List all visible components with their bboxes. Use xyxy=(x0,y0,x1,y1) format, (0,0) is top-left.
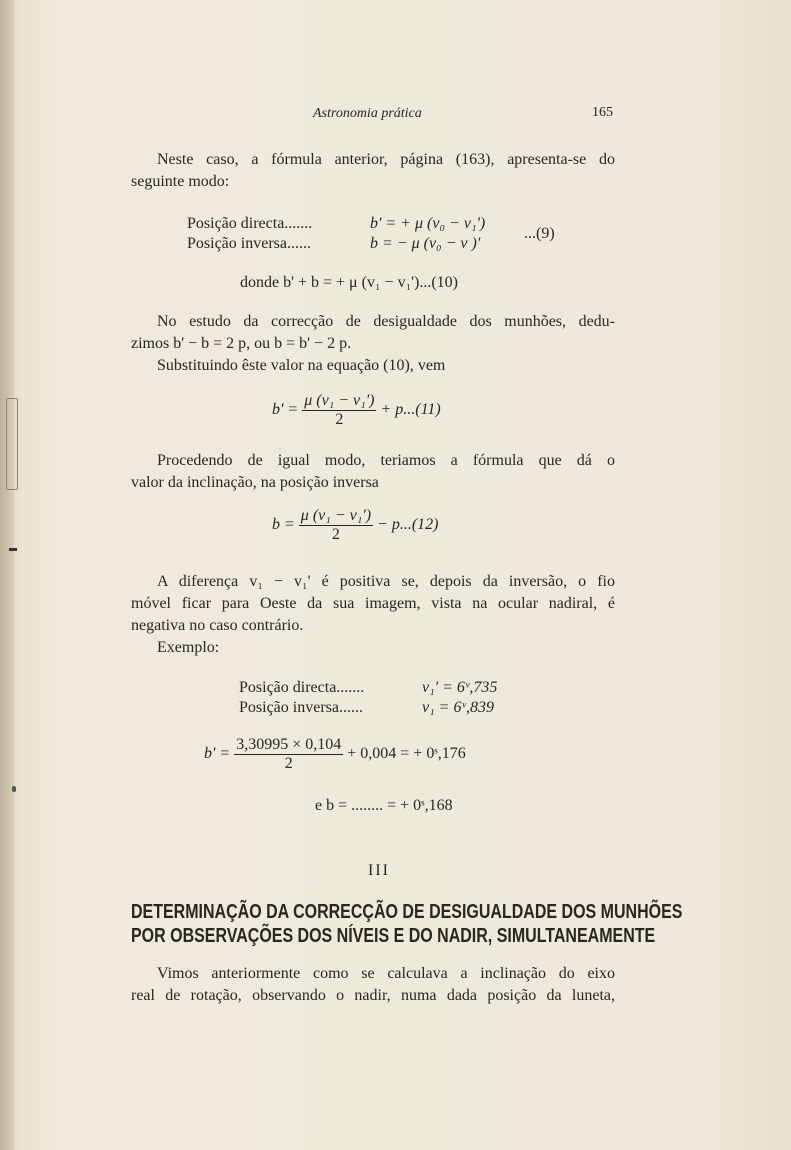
margin-dash xyxy=(9,548,17,551)
paragraph-line: real de rotação, observando o nadir, numa dada posição da luneta, xyxy=(131,987,615,1004)
example-result: e b = ........ = + 0ˢ,168 xyxy=(315,797,453,814)
paragraph-line: Exemplo: xyxy=(157,639,220,656)
paragraph-line: Substituindo êste valor na equação (10), vem xyxy=(157,357,446,374)
paragraph-line: No estudo da correcção de desigualdade dos munhões, dedu- xyxy=(157,313,615,330)
page-binding xyxy=(0,0,14,1150)
eq9-tag: ...(9) xyxy=(524,225,555,242)
eq12 xyxy=(272,507,438,544)
eq11-fraction xyxy=(302,392,376,429)
paragraph-line: valor da inclinação, na posição inversa xyxy=(131,474,379,491)
eq12-fraction xyxy=(299,507,373,544)
eq11-numerator: μ (v₁ − v₁') xyxy=(304,392,375,409)
eq9-formula-direct: b' = + μ (v₀ − v₁') xyxy=(370,215,486,232)
eq12-denominator: 2 xyxy=(331,526,340,543)
eq12-lhs: b = xyxy=(272,516,295,534)
calc-numerator: 3,30995 × 0,104 xyxy=(236,736,342,753)
example-value-inverse: v₁ = 6ᵛ,839 xyxy=(422,699,494,716)
eq9-label-direct: Posição directa....... xyxy=(187,215,313,232)
paragraph-line: Neste caso, a fórmula anterior, página (163), apresenta-se do xyxy=(157,151,615,168)
section-number: III xyxy=(368,862,390,879)
running-header-title: Astronomia prática xyxy=(313,106,422,121)
calc-lhs: b' = xyxy=(204,745,231,763)
eq9-formula-inverse: b = − μ (v₀ − v )' xyxy=(370,235,481,252)
paragraph-line: Vimos anteriormente como se calculava a inclinação do eixo xyxy=(157,965,615,982)
section-heading-line1: DETERMINAÇÃO DA CORRECÇÃO DE DESIGUALDADE DOS MUNHÕES xyxy=(131,901,683,923)
eq11-rhs: + p...(11) xyxy=(380,401,441,419)
example-calculation xyxy=(204,736,466,773)
section-heading-line2: POR OBSERVAÇÕES DOS NÍVEIS E DO NADIR, SIMULTANEAMENTE xyxy=(131,925,656,947)
paragraph-line: A diferença v₁ − v₁' é positiva se, depois da inversão, o fio xyxy=(157,573,615,590)
eq10: donde b' + b = + μ (v₁ − v₁')...(10) xyxy=(240,274,459,291)
paragraph-line: móvel ficar para Oeste da sua imagem, vista na ocular nadiral, é xyxy=(131,595,615,612)
eq12-numerator: μ (v₁ − v₁') xyxy=(300,507,372,524)
calc-rhs: + 0,004 = + 0ˢ,176 xyxy=(347,745,466,763)
page-tab-marker xyxy=(6,398,18,490)
paragraph-line: Procedendo de igual modo, teriamos a fórmula que dá o xyxy=(157,452,615,469)
eq11-lhs: b' = xyxy=(272,401,299,419)
example-label-direct: Posição directa....... xyxy=(239,679,365,696)
calc-denominator: 2 xyxy=(284,755,293,772)
example-value-direct: v₁' = 6ᵛ,735 xyxy=(422,679,498,696)
paragraph-line: seguinte modo: xyxy=(131,173,230,190)
paragraph-line: negativa no caso contrário. xyxy=(131,617,304,634)
eq11-denominator: 2 xyxy=(335,411,344,428)
margin-dot xyxy=(12,786,16,792)
page-number: 165 xyxy=(592,105,613,120)
eq12-rhs: − p...(12) xyxy=(377,516,439,534)
example-label-inverse: Posição inversa...... xyxy=(239,699,363,716)
eq9-label-inverse: Posição inversa...... xyxy=(187,235,311,252)
calc-fraction xyxy=(234,736,343,773)
paragraph-line: zimos b' − b = 2 p, ou b = b' − 2 p. xyxy=(131,335,352,352)
eq11 xyxy=(272,392,441,429)
